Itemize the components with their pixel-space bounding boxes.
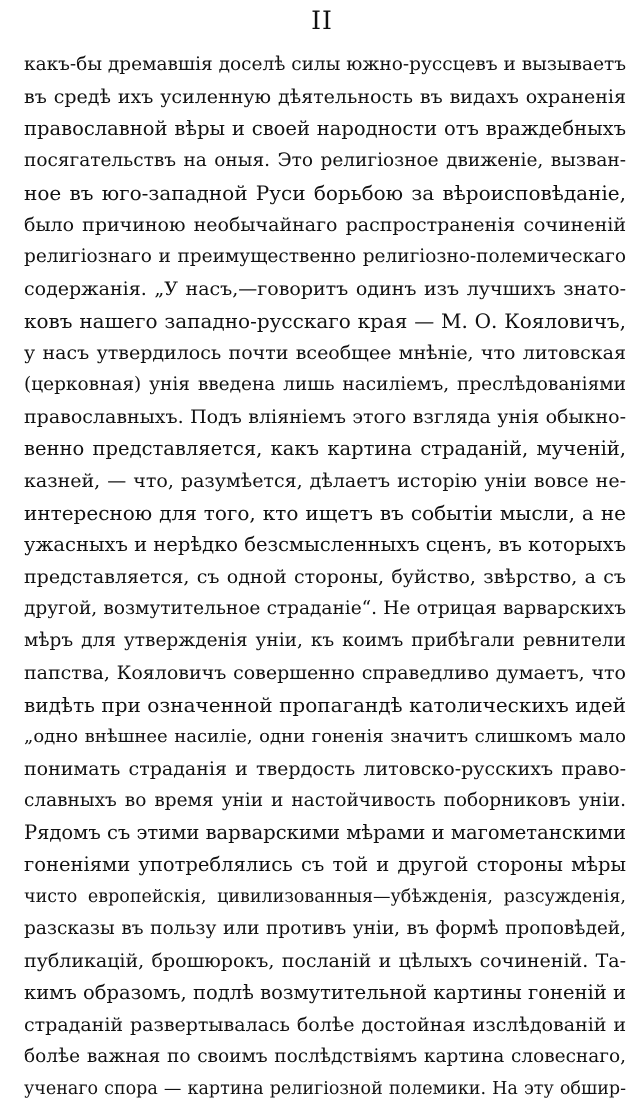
text-line: славныхъ во время уніи и настойчивость поборниковъ уніи. [24,790,626,811]
text-line: ное въ юго-западной Руси борьбою за вѣроисповѣданіе, [24,181,626,205]
text-line: ученаго спора — картина религіозной полемики. На эту обшир- [24,1079,626,1099]
text-line: гоненіями употреблялись съ той и другой стороны мѣры [24,853,626,876]
text-line: болѣе важная по своимъ послѣдствіямъ картина словеснаго, [24,1046,626,1067]
text-line: какъ-бы дремавшія доселѣ силы южно-руссцевъ и вызываетъ [24,54,626,75]
text-line: православныхъ. Подъ вліяніемъ этого взгляда унія обыкно- [24,406,626,428]
page-number: II [311,6,333,35]
text-line: венно представляется, какъ картина страданій, мученій, [24,437,626,460]
text-line: разсказы въ пользу или противъ уніи, въ формѣ проповѣдей, [24,918,626,939]
text-line: ужасныхъ и нерѣдко безсмысленныхъ сценъ, въ которыхъ [24,533,626,556]
text-line: публикацій, брошюрокъ, посланій и цѣлыхъ сочиненій. Та- [24,950,626,972]
text-line: религіознаго и преимущественно религіозно-полемическаго [24,246,626,267]
text-line: представляется, съ одной стороны, буйство, звѣрство, а съ [24,566,626,588]
text-line: понимать страданія и твердость литовско-русскихъ право- [24,758,626,780]
text-line: православной вѣры и своей народности отъ враждебныхъ [24,117,626,140]
text-line: мѣръ для утвержденія уніи, къ коимъ прибѣгали ревнители [24,630,626,651]
text-line: „одно внѣшнее насиліе, одни гоненія значитъ слишкомъ мало [24,726,626,747]
text-line: кимъ образомъ, подлѣ возмутительной картины гоненій и [24,981,626,1004]
text-line: чисто европейскія, цивилизованныя—убѣжденія, разсужденія, [24,887,626,907]
body-text [24,49,626,1105]
text-line: казней, — что, разумѣется, дѣлаетъ исторію уніи вовсе не- [24,470,626,492]
text-line: Рядомъ съ этими варварскими мѣрами и магометанскими [24,821,626,844]
text-line: въ средѣ ихъ усиленную дѣятельность въ видахъ охраненія [24,86,626,108]
text-line: у насъ утвердилось почти всеобщее мнѣніе, что литовская [24,342,626,364]
text-line: другой, возмутительное страданіе“. Не отрицая варварскихъ [24,598,626,619]
text-line: видѣть при означенной пропагандѣ католическихъ идей [24,693,626,717]
text-line: содержанія. „У насъ,—говоритъ одинъ изъ лучшихъ знато- [24,278,626,300]
text-line: (церковная) унія введена лишь насиліемъ, преслѣдованіями [24,374,626,395]
text-line: интересною для того, кто ищетъ въ событіи мысли, а не [24,501,626,525]
text-line: ковъ нашего западно-русскаго края — М. О. Кояловичъ, [24,309,626,333]
text-line: папства, Кояловичъ совершенно справедливо думаетъ, что [24,662,626,684]
text-line: страданій развертывалась болѣе достойная изслѣдованій и [24,1014,626,1036]
text-line: было причиною необычайнаго распространенія сочиненій [24,214,626,236]
text-line: посягательствъ на оныя. Это религіозное движеніе, вызван- [24,150,626,171]
